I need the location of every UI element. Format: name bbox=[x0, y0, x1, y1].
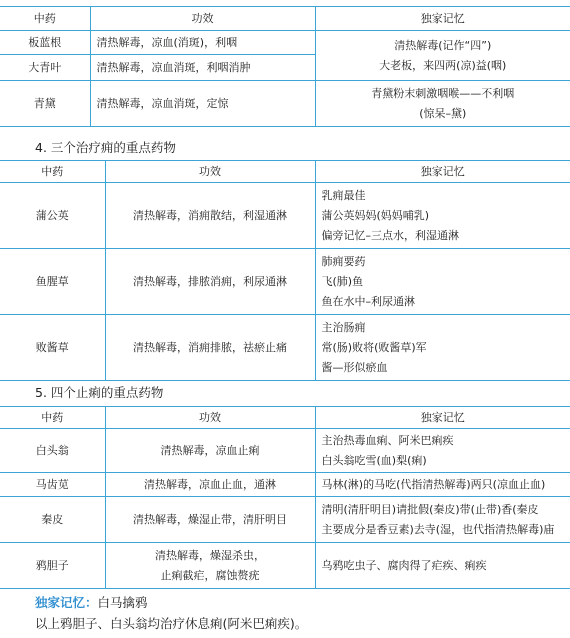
herb-effect: 清热解毒，排脓消痈，利尿通淋 bbox=[105, 249, 315, 315]
herb-memory: 主治热毒血痢、阿米巴痢疾 白头翁吃雪(血)梨(痢) bbox=[315, 429, 570, 473]
header-memory: 独家记忆 bbox=[315, 7, 570, 31]
herb-effect: 清热解毒，凉血止痢 bbox=[105, 429, 315, 473]
herb-effect: 清热解毒，凉血(消斑)，利咽 bbox=[90, 31, 315, 55]
memo-line bbox=[35, 593, 148, 611]
herb-memory: 马林(淋)的马吃(代指清热解毒)两只(凉血止血) bbox=[315, 473, 570, 497]
herb-memory: 乌鸦吃虫子、腐肉得了疟疾、痢疾 bbox=[315, 543, 570, 589]
herb-name: 青黛 bbox=[0, 81, 90, 127]
table-yong bbox=[0, 160, 570, 381]
herb-name: 板蓝根 bbox=[0, 31, 90, 55]
section-title: 5. 四个止痢的重点药物 bbox=[35, 385, 164, 400]
header-memory: 独家记忆 bbox=[315, 407, 570, 429]
herb-effect: 清热解毒，燥湿止带，清肝明目 bbox=[105, 497, 315, 543]
header-herb: 中药 bbox=[0, 7, 90, 31]
section-title: 4. 三个治疗痈的重点药物 bbox=[35, 140, 176, 155]
herb-memory: 清明(清肝明目)请批假(秦皮)带(止带)香(秦皮 主要成分是香豆素)去寺(湿，也代指清热解毒)庙 bbox=[315, 497, 570, 543]
herb-effect: 清热解毒，消痈排脓，祛瘀止痛 bbox=[105, 315, 315, 381]
herb-effect: 清热解毒，凉血消斑，定惊 bbox=[90, 81, 315, 127]
header-memory: 独家记忆 bbox=[315, 161, 570, 183]
memo-text: 白马擒鸦 bbox=[97, 595, 148, 610]
memo-label: 独家记忆： bbox=[35, 595, 98, 610]
herb-name: 鸦胆子 bbox=[0, 543, 105, 589]
header-herb: 中药 bbox=[0, 407, 105, 429]
table-qingre-1 bbox=[0, 6, 570, 127]
herb-effect: 清热解毒，凉血消斑，利咽消肿 bbox=[90, 55, 315, 81]
herb-name: 蒲公英 bbox=[0, 183, 105, 249]
herb-memory: 清热解毒(记作“四”) 大老板，来四两(凉)益(咽) bbox=[315, 31, 570, 81]
herb-name: 大青叶 bbox=[0, 55, 90, 81]
herb-effect: 清热解毒，燥湿杀虫， 止痢截疟，腐蚀赘疣 bbox=[105, 543, 315, 589]
header-herb: 中药 bbox=[0, 161, 105, 183]
herb-memory: 青黛粉末刺激咽喉——不利咽 (惊呆–黛) bbox=[315, 81, 570, 127]
herb-effect: 清热解毒，消痈散结，利湿通淋 bbox=[105, 183, 315, 249]
herb-name: 鱼腥草 bbox=[0, 249, 105, 315]
herb-memory: 乳痈最佳 蒲公英妈妈(妈妈哺乳) 偏旁记忆–三点水，利湿通淋 bbox=[315, 183, 570, 249]
herb-effect: 清热解毒，凉血止血，通淋 bbox=[105, 473, 315, 497]
herb-memory: 肺痈要药 飞(肺)鱼 鱼在水中–利尿通淋 bbox=[315, 249, 570, 315]
table-li bbox=[0, 406, 570, 589]
header-effect: 功效 bbox=[105, 407, 315, 429]
herb-name: 秦皮 bbox=[0, 497, 105, 543]
header-effect: 功效 bbox=[90, 7, 315, 31]
herb-name: 马齿苋 bbox=[0, 473, 105, 497]
header-effect: 功效 bbox=[105, 161, 315, 183]
memo-note: 以上鸦胆子、白头翁均治疗休息痢(阿米巴痢疾)。 bbox=[35, 616, 308, 631]
herb-memory: 主治肠痈 常(肠)败将(败酱草)军 酱—形似瘀血 bbox=[315, 315, 570, 381]
herb-name: 败酱草 bbox=[0, 315, 105, 381]
herb-name: 白头翁 bbox=[0, 429, 105, 473]
